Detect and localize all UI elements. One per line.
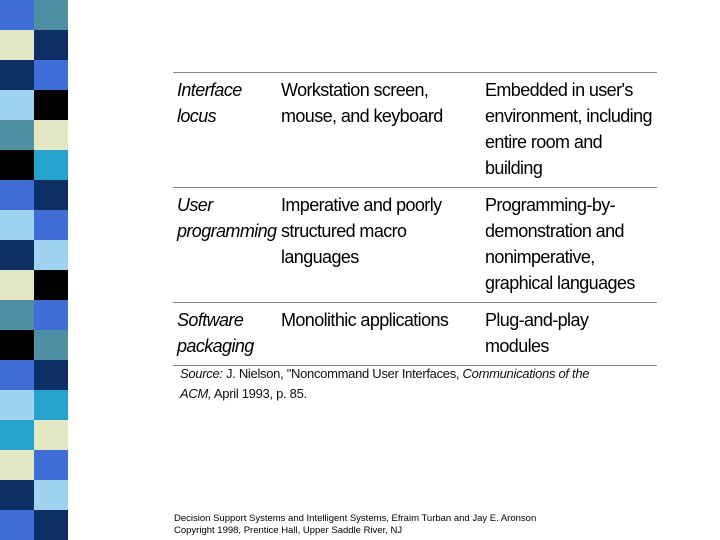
strip-cell (0, 210, 34, 240)
strip-cell (0, 450, 34, 480)
strip-cell (34, 120, 68, 150)
strip-cell (0, 150, 34, 180)
table-cell: Programming-by-demonstration and nonimperative, graphical languages (485, 195, 635, 293)
comparison-table (173, 72, 657, 366)
strip-cell (34, 510, 68, 540)
decorative-left-strip (0, 0, 68, 540)
strip-cell (34, 180, 68, 210)
footer-line-1: Decision Support Systems and Intelligent Systems, Efraim Turban and Jay E. Aronson (174, 513, 537, 524)
row-label: Software packaging (177, 310, 254, 356)
strip-cell (34, 300, 68, 330)
strip-cell (0, 420, 34, 450)
source-label: Source: (180, 366, 223, 381)
table-row (173, 188, 657, 303)
strip-cell (0, 90, 34, 120)
comparison-table-container (173, 72, 653, 366)
strip-cell (34, 90, 68, 120)
strip-cell (34, 0, 68, 30)
strip-cell (0, 390, 34, 420)
strip-cell (34, 210, 68, 240)
strip-cell (0, 480, 34, 510)
strip-cell (0, 0, 34, 30)
strip-cell (0, 300, 34, 330)
strip-cell (0, 510, 34, 540)
table-row (173, 73, 657, 188)
strip-cell (34, 330, 68, 360)
strip-cell (34, 420, 68, 450)
strip-cell (0, 120, 34, 150)
strip-cell (0, 270, 34, 300)
source-rest: April 1993, p. 85. (213, 386, 307, 401)
table-cell: Embedded in user's environment, including entire room and building (485, 80, 652, 178)
row-label: User programming (177, 195, 277, 241)
source-author: J. Nielson, "Noncommand User Interfaces, (226, 366, 460, 381)
table-cell: Workstation screen, mouse, and keyboard (281, 80, 443, 126)
strip-cell (0, 60, 34, 90)
strip-cell (34, 450, 68, 480)
table-row (173, 303, 657, 366)
table-cell: Monolithic applications (281, 310, 449, 330)
strip-cell (34, 270, 68, 300)
strip-cell (34, 480, 68, 510)
source-citation (180, 364, 620, 404)
strip-cell (0, 180, 34, 210)
row-label: Interface locus (177, 80, 242, 126)
source-journal: Communications of the ACM, (180, 366, 590, 401)
strip-cell (0, 30, 34, 60)
strip-cell (34, 240, 68, 270)
strip-cell (0, 360, 34, 390)
strip-cell (0, 330, 34, 360)
strip-cell (34, 360, 68, 390)
strip-cell (34, 60, 68, 90)
strip-cell (34, 390, 68, 420)
strip-cell (34, 30, 68, 60)
strip-cell (0, 240, 34, 270)
table-cell: Plug-and-play modules (485, 310, 589, 356)
table-cell: Imperative and poorly structured macro languages (281, 195, 442, 267)
footer (174, 513, 536, 537)
strip-cell (34, 150, 68, 180)
footer-line-2: Copyright 1998, Prentice Hall, Upper Saddle River, NJ (174, 525, 403, 536)
